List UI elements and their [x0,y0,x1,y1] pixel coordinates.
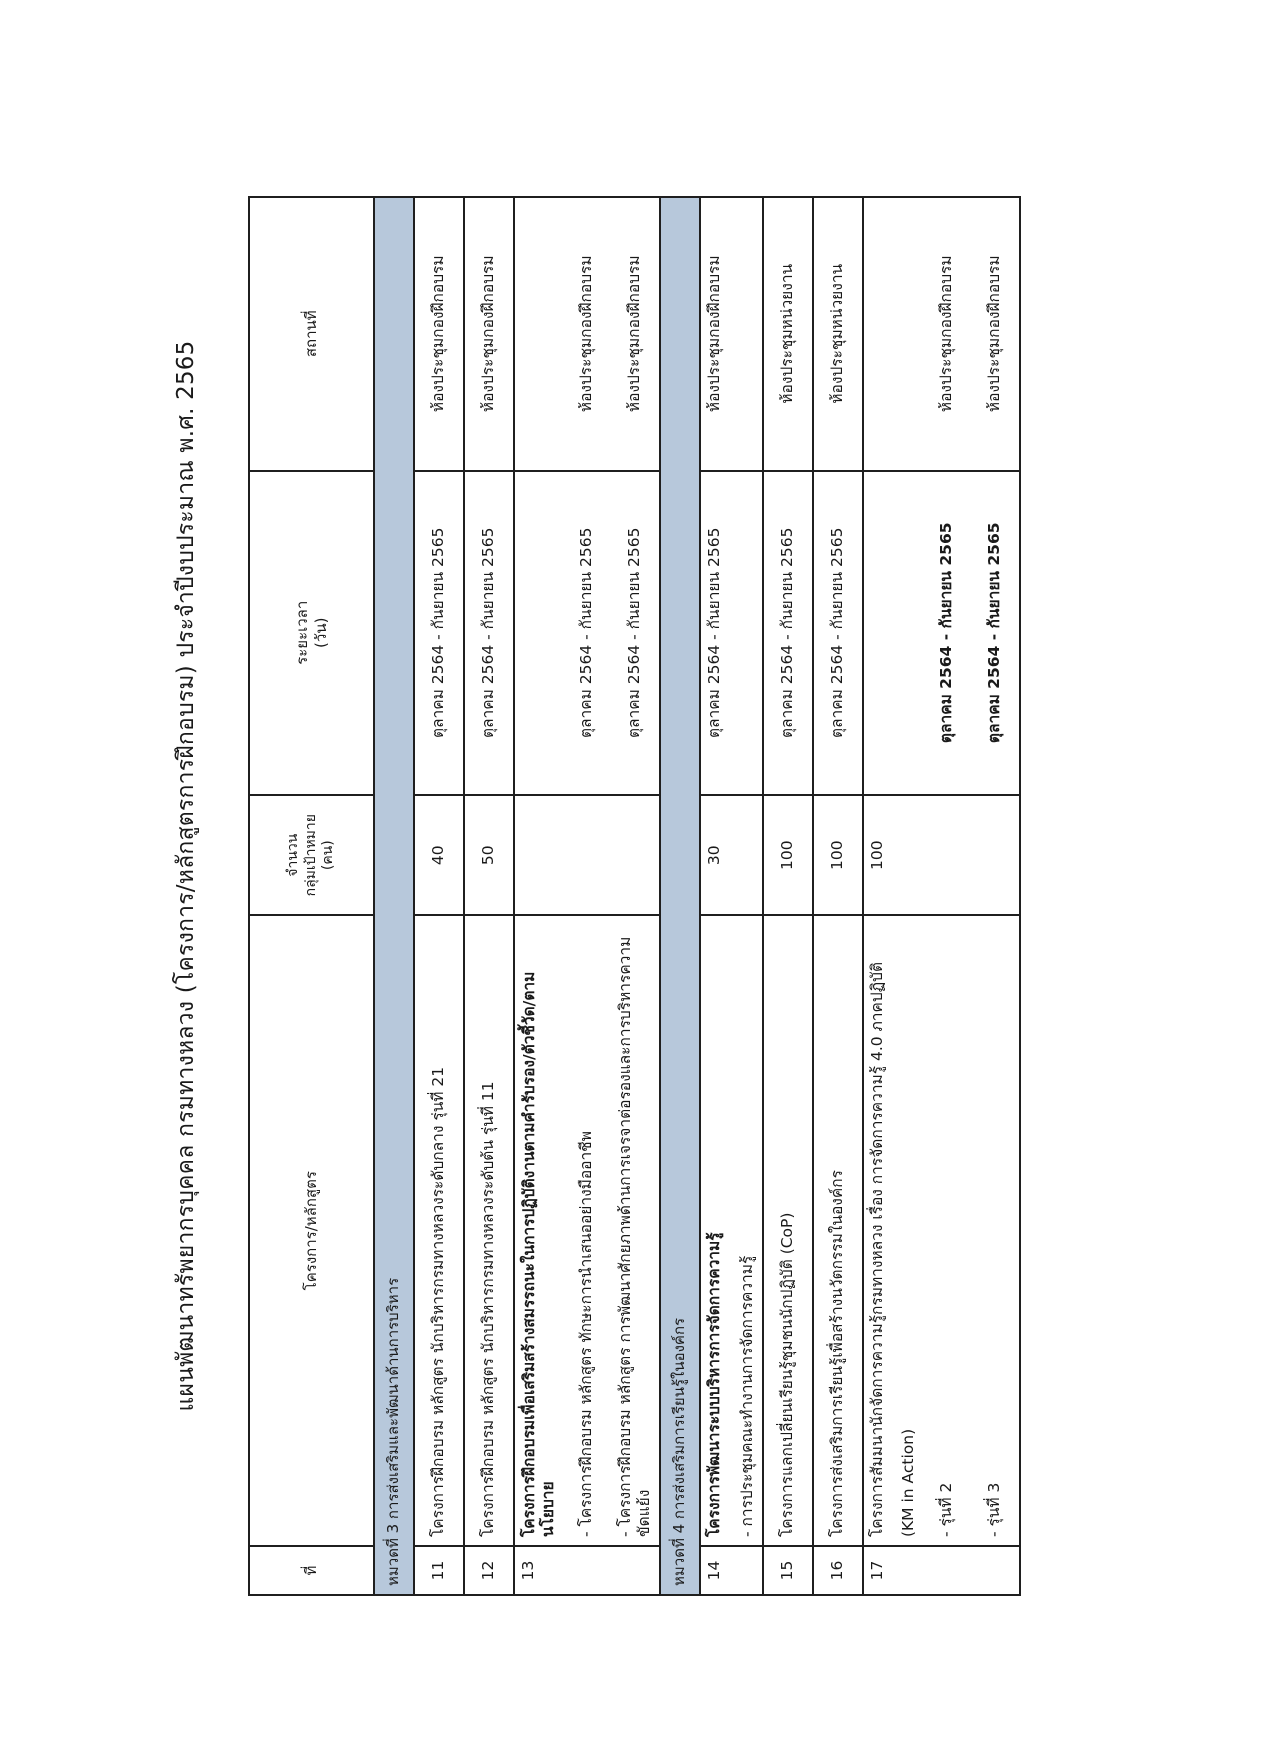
row-14-title: โครงการพัฒนาระบบบริหารการจัดการความรู้ [705,1232,723,1538]
header-target-line3: (คน) [320,840,337,871]
header-period-line1: ระยะเวลา [292,600,311,665]
header-target-line1: จำนวน [285,833,302,877]
table-row-17 [863,197,923,1595]
cell-place-empty [514,197,563,471]
table-row-12 [464,197,514,1595]
header-no: ที่ [249,1546,374,1595]
cell-name: โครงการส่งเสริมการเรียนรู้เพื่อสร้างนวัตกรรมในองค์กร [813,915,863,1546]
section-label-3 [374,197,414,1595]
cell-name: โครงการแลกเปลี่ยนเรียนรู้ชุมชนนักปฏิบัติ (CoP) [763,915,813,1546]
table-row-11 [414,197,464,1595]
cell-name-sub: - รุ่นที่ 3 [971,915,1020,1546]
cell-place: ห้องประชุมหน่วยงาน [763,197,813,471]
table-row-16 [813,197,863,1595]
cell-target: 100 [763,795,813,915]
cell-name: โครงการฝึกอบรม หลักสูตร นักบริหารกรมทางหลวงระดับต้น รุ่นที่ 11 [464,915,514,1546]
cell-place: ห้องประชุมกองฝึกอบรม [414,197,464,471]
section-4-text: หมวดที่ 4 การส่งเสริมการเรียนรู้ในองค์กร [670,1317,689,1586]
cell-name-sub: - โครงการฝึกอบรม หลักสูตร การพัฒนาศักยภาพด้านการเจรจาต่อรองและการบริหารความขัดแย้ง [611,915,660,1546]
cell-place: ห้องประชุมหน่วยงาน [813,197,863,471]
document-title: แผนพัฒนาทรัพยากรบุคคล กรมทางหลวง (โครงการ/หลักสูตรการฝึกอบรม) ประจำปีงบประมาณ พ.ศ. 2565 [173,340,199,1412]
cell-period: ตุลาคม 2564 - กันยายน 2565 [923,471,971,795]
cell-place: ห้องประชุมกองฝึกอบรม [563,197,611,471]
cell-place: ห้องประชุมกองฝึกอบรม [464,197,514,471]
cell-no: 17 [863,1546,1020,1595]
table-row-13 [514,197,563,1595]
cell-no: 11 [414,1546,464,1595]
cell-target: 30 [700,795,763,915]
header-target [249,795,374,915]
cell-place-empty [863,197,923,471]
cell-period: ตุลาคม 2564 - กันยายน 2565 [700,471,763,795]
cell-place: ห้องประชุมกองฝึกอบรม [971,197,1020,471]
cell-place: ห้องประชุมกองฝึกอบรม [700,197,763,471]
section-3-text: หมวดที่ 3 การส่งเสริมและพัฒนาด้านการบริหาร [384,1277,403,1586]
cell-name [700,915,763,1546]
header-name: โครงการ/หลักสูตร [249,915,374,1546]
cell-name-sub: - รุ่นที่ 2 [923,915,971,1546]
cell-target: 100 [813,795,863,915]
cell-name: โครงการฝึกอบรม หลักสูตร นักบริหารกรมทางหลวงระดับกลาง รุ่นที่ 21 [414,915,464,1546]
cell-no: 12 [464,1546,514,1595]
cell-period: ตุลาคม 2564 - กันยายน 2565 [813,471,863,795]
header-place: สถานที่ [249,197,374,471]
cell-target: 100 [863,795,1020,915]
cell-name: โครงการฝึกอบรมเพื่อเสริมสร้างสมรรถนะในการปฏิบัติงานตามคำรับรอง/ตัวชี้วัด/ตามนโยบาย [514,915,563,1546]
header-period [249,471,374,795]
table-header-row [249,197,374,1595]
table-row-14 [700,197,763,1595]
cell-name-sub: - โครงการฝึกอบรม หลักสูตร ทักษะการนำเสนออย่างมืออาชีพ [563,915,611,1546]
training-plan-table [248,196,1021,1596]
section-row-4 [660,197,700,1595]
row-17-title-2: (KM in Action) [899,1428,918,1538]
cell-no: 14 [700,1546,763,1595]
section-label-4 [660,197,700,1595]
section-row-3 [374,197,414,1595]
rotated-document-page [148,26,1128,1726]
cell-period: ตุลาคม 2564 - กันยายน 2565 [464,471,514,795]
cell-no: 16 [813,1546,863,1595]
cell-period: ตุลาคม 2564 - กันยายน 2565 [414,471,464,795]
row-17-title: โครงการสัมมนานักจัดการความรู้กรมทางหลวง เรื่อง การจัดการความรู้ 4.0 ภาคปฏิบัติ [867,961,886,1538]
table-row-15 [763,197,813,1595]
cell-name [863,915,923,1546]
cell-period: ตุลาคม 2564 - กันยายน 2565 [563,471,611,795]
cell-target-empty [514,795,660,915]
cell-period: ตุลาคม 2564 - กันยายน 2565 [611,471,660,795]
cell-place: ห้องประชุมกองฝึกอบรม [923,197,971,471]
header-target-line2: กลุ่มเป้าหมาย [302,814,319,897]
cell-no: 13 [514,1546,660,1595]
cell-period-empty [514,471,563,795]
cell-period: ตุลาคม 2564 - กันยายน 2565 [971,471,1020,795]
row-14-sub: - การประชุมคณะทำงานการจัดการความรู้ [738,1255,757,1538]
cell-period-empty [863,471,923,795]
cell-place: ห้องประชุมกองฝึกอบรม [611,197,660,471]
header-period-line2: (วัน) [311,617,330,648]
cell-period: ตุลาคม 2564 - กันยายน 2565 [763,471,813,795]
cell-target: 50 [464,795,514,915]
cell-target: 40 [414,795,464,915]
cell-no: 15 [763,1546,813,1595]
